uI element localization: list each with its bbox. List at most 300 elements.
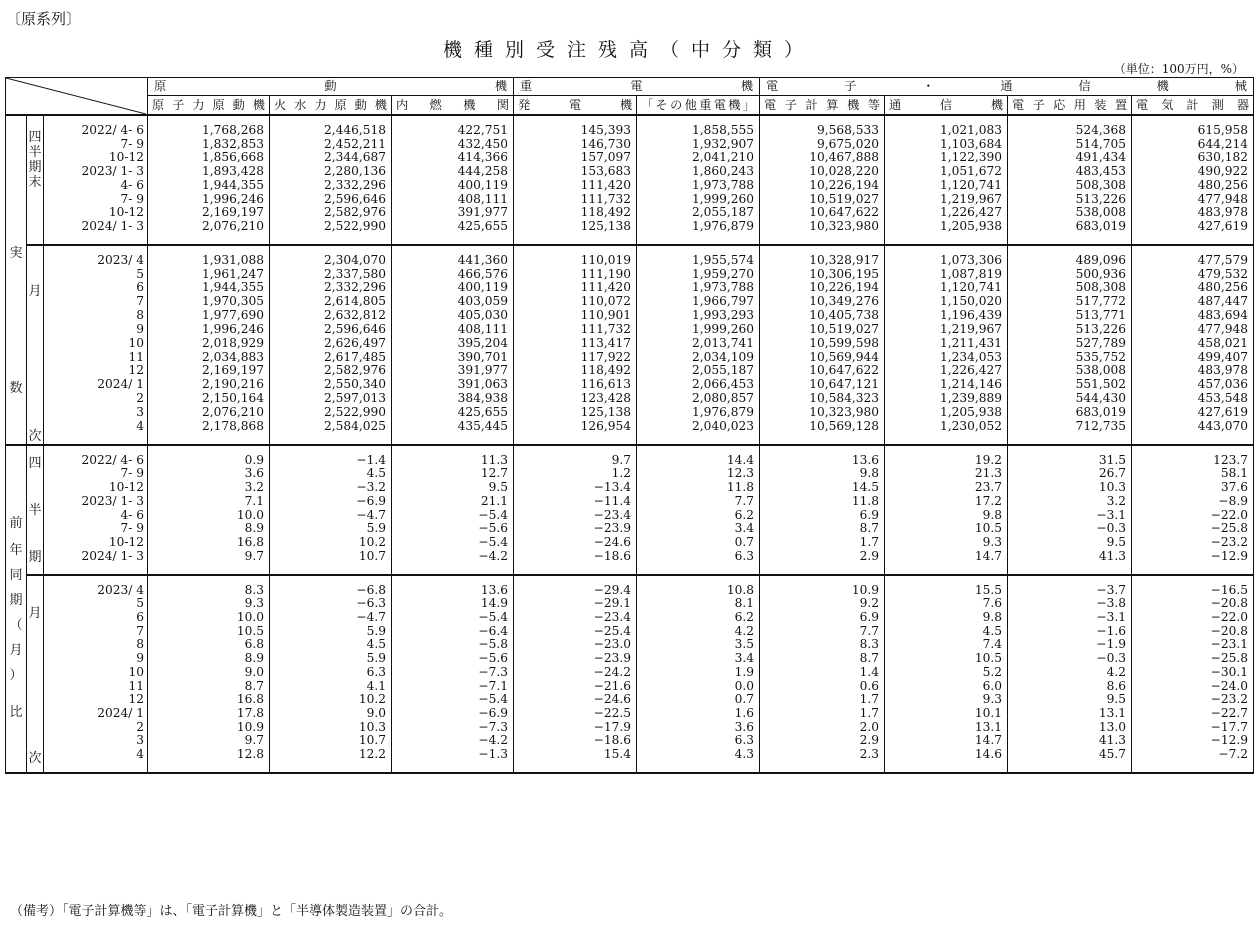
header-group-prime-movers bbox=[148, 78, 514, 96]
value-cell: −4.7 bbox=[270, 509, 392, 523]
table-row bbox=[6, 481, 1254, 495]
period-cell: 8 bbox=[136, 308, 144, 323]
value-cell: 508,308 bbox=[1008, 179, 1132, 193]
value-cell: 2,018,929 bbox=[148, 337, 270, 351]
table-row bbox=[6, 467, 1254, 481]
value-cell: 1,768,268 bbox=[148, 115, 270, 138]
value-cell: 26.7 bbox=[1008, 467, 1132, 481]
value-cell: 6.2 bbox=[637, 509, 760, 523]
value-cell: 425,655 bbox=[392, 220, 514, 245]
value-cell: 6.2 bbox=[637, 611, 760, 625]
value-cell: 0.9 bbox=[148, 445, 270, 468]
value-cell: 432,450 bbox=[392, 138, 514, 152]
value-cell: −13.4 bbox=[514, 481, 637, 495]
value-cell: 6.9 bbox=[760, 509, 885, 523]
value-cell: −25.8 bbox=[1132, 652, 1254, 666]
header-group-char: 子 bbox=[844, 79, 857, 94]
value-cell: 457,036 bbox=[1132, 378, 1254, 392]
period-cell: 2 bbox=[136, 719, 144, 734]
value-cell: 483,453 bbox=[1008, 165, 1132, 179]
value-cell: 2,522,990 bbox=[270, 406, 392, 420]
period-cell: 2022/ 4- 6 bbox=[44, 115, 148, 138]
value-cell: 8.1 bbox=[637, 597, 760, 611]
value-cell: 4.1 bbox=[270, 680, 392, 694]
value-cell: 4.3 bbox=[637, 748, 760, 773]
value-cell: −5.6 bbox=[392, 522, 514, 536]
value-cell: −6.9 bbox=[270, 495, 392, 509]
value-cell: 480,256 bbox=[1132, 281, 1254, 295]
value-cell: 4.5 bbox=[885, 625, 1008, 639]
value-cell: 111,732 bbox=[514, 323, 637, 337]
value-cell: 11.3 bbox=[392, 445, 514, 468]
value-cell: 9.5 bbox=[392, 481, 514, 495]
series-label: 〔原系列〕 bbox=[6, 10, 82, 28]
value-cell: 2,617,485 bbox=[270, 351, 392, 365]
value-cell: 10.7 bbox=[270, 734, 392, 748]
value-cell: 13.6 bbox=[760, 445, 885, 468]
value-cell: 544,430 bbox=[1008, 392, 1132, 406]
value-cell: 479,532 bbox=[1132, 268, 1254, 282]
corner-cell bbox=[6, 78, 148, 116]
table-row bbox=[6, 295, 1254, 309]
value-cell: 425,655 bbox=[392, 406, 514, 420]
value-cell: 1.2 bbox=[514, 467, 637, 481]
page-title: 機種別受注残高（中分類） bbox=[442, 39, 815, 61]
period-cell: 2024/ 1- 3 bbox=[81, 548, 144, 563]
side-label bbox=[6, 246, 26, 396]
table-row bbox=[6, 611, 1254, 625]
value-cell: 1.4 bbox=[760, 666, 885, 680]
value-cell: −23.9 bbox=[514, 522, 637, 536]
period-cell: 4 bbox=[136, 747, 144, 762]
value-cell: 7.4 bbox=[885, 638, 1008, 652]
value-cell: 513,226 bbox=[1008, 193, 1132, 207]
value-cell: 1.9 bbox=[637, 666, 760, 680]
value-cell: 712,735 bbox=[1008, 420, 1132, 445]
value-cell: 5.9 bbox=[270, 625, 392, 639]
side-char: 月 bbox=[9, 642, 23, 658]
value-cell: 1,219,967 bbox=[885, 323, 1008, 337]
value-cell: 8.9 bbox=[148, 522, 270, 536]
value-cell: −23.9 bbox=[514, 652, 637, 666]
period-cell: 2023/ 1- 3 bbox=[81, 493, 144, 508]
side-label bbox=[27, 130, 43, 190]
value-cell: 6.8 bbox=[148, 638, 270, 652]
value-cell: −3.1 bbox=[1008, 611, 1132, 625]
value-cell: 2,337,580 bbox=[270, 268, 392, 282]
period-cell: 6 bbox=[136, 609, 144, 624]
header-group-char: 通 bbox=[1000, 79, 1013, 94]
table-row bbox=[6, 220, 1254, 245]
value-cell: 524,368 bbox=[1008, 115, 1132, 138]
side-char: 比 bbox=[9, 704, 23, 720]
header-group-char: 機 bbox=[740, 79, 754, 94]
value-cell: 16.8 bbox=[148, 536, 270, 550]
period-cell: 4 bbox=[136, 418, 144, 433]
value-cell: 9.3 bbox=[148, 597, 270, 611]
table-row bbox=[6, 165, 1254, 179]
value-cell: 0.0 bbox=[637, 680, 760, 694]
value-cell: 9.7 bbox=[148, 734, 270, 748]
value-cell: 10.5 bbox=[148, 625, 270, 639]
value-cell: −24.0 bbox=[1132, 680, 1254, 694]
value-cell: 123,428 bbox=[514, 392, 637, 406]
value-cell: 153,683 bbox=[514, 165, 637, 179]
value-cell: 477,948 bbox=[1132, 323, 1254, 337]
value-cell: 10.5 bbox=[885, 652, 1008, 666]
value-cell: 6.3 bbox=[270, 666, 392, 680]
value-cell: 2.0 bbox=[760, 721, 885, 735]
value-cell: 10.7 bbox=[270, 550, 392, 575]
table-row bbox=[6, 625, 1254, 639]
value-cell: 0.7 bbox=[637, 536, 760, 550]
value-cell: 453,548 bbox=[1132, 392, 1254, 406]
column-header: 発 電 機 bbox=[514, 96, 637, 115]
table-row bbox=[6, 597, 1254, 611]
value-cell: 489,096 bbox=[1008, 245, 1132, 268]
value-cell: 15.5 bbox=[885, 575, 1008, 598]
value-cell: 1,932,907 bbox=[637, 138, 760, 152]
value-cell: −24.6 bbox=[514, 693, 637, 707]
value-cell: −18.6 bbox=[514, 734, 637, 748]
value-cell: 8.6 bbox=[1008, 680, 1132, 694]
value-cell: 2,150,164 bbox=[148, 392, 270, 406]
period-cell: 2024/ 1- 3 bbox=[81, 219, 144, 234]
value-cell: −1.9 bbox=[1008, 638, 1132, 652]
value-cell: 10.0 bbox=[148, 611, 270, 625]
value-cell: −6.8 bbox=[270, 575, 392, 598]
header-group-electronics-telecom bbox=[760, 78, 1254, 96]
value-cell: −7.1 bbox=[392, 680, 514, 694]
value-cell: 513,226 bbox=[1008, 323, 1132, 337]
value-cell: 2,596,646 bbox=[270, 193, 392, 207]
period-cell: 8 bbox=[136, 637, 144, 652]
value-cell: 3.2 bbox=[1008, 495, 1132, 509]
value-cell: 1,150,020 bbox=[885, 295, 1008, 309]
value-cell: 13.6 bbox=[392, 575, 514, 598]
table-row bbox=[6, 364, 1254, 378]
value-cell: 10,349,276 bbox=[760, 295, 885, 309]
side-label bbox=[27, 456, 43, 565]
value-cell: 1,120,741 bbox=[885, 179, 1008, 193]
value-cell: 422,751 bbox=[392, 115, 514, 138]
side-char: 期 bbox=[28, 549, 42, 565]
value-cell: 2,066,453 bbox=[637, 378, 760, 392]
value-cell: 113,417 bbox=[514, 337, 637, 351]
period-cell: 3 bbox=[136, 404, 144, 419]
table-row bbox=[6, 179, 1254, 193]
table-row bbox=[6, 138, 1254, 152]
value-cell: 3.2 bbox=[148, 481, 270, 495]
value-cell: 491,434 bbox=[1008, 151, 1132, 165]
table-row bbox=[6, 522, 1254, 536]
table-row bbox=[6, 378, 1254, 392]
value-cell: 6.9 bbox=[760, 611, 885, 625]
value-cell: 10.8 bbox=[637, 575, 760, 598]
value-cell: 615,958 bbox=[1132, 115, 1254, 138]
period-cell: 10-12 bbox=[108, 205, 144, 220]
side-char: 期 bbox=[28, 160, 42, 175]
value-cell: 477,948 bbox=[1132, 193, 1254, 207]
side-char: 月 bbox=[28, 283, 42, 299]
value-cell: 1,226,427 bbox=[885, 364, 1008, 378]
value-cell: 9.3 bbox=[885, 536, 1008, 550]
value-cell: 2,280,136 bbox=[270, 165, 392, 179]
value-cell: 2,550,340 bbox=[270, 378, 392, 392]
value-cell: 10.3 bbox=[270, 721, 392, 735]
value-cell: 8.3 bbox=[760, 638, 885, 652]
value-cell: −20.8 bbox=[1132, 597, 1254, 611]
value-cell: 1,214,146 bbox=[885, 378, 1008, 392]
value-cell: 441,360 bbox=[392, 245, 514, 268]
value-cell: 110,019 bbox=[514, 245, 637, 268]
value-cell: −29.4 bbox=[514, 575, 637, 598]
value-cell: 10,519,027 bbox=[760, 193, 885, 207]
value-cell: 21.3 bbox=[885, 467, 1008, 481]
value-cell: 111,420 bbox=[514, 281, 637, 295]
value-cell: 487,447 bbox=[1132, 295, 1254, 309]
period-cell: 10-12 bbox=[108, 535, 144, 550]
value-cell: 6.0 bbox=[885, 680, 1008, 694]
value-cell: 443,070 bbox=[1132, 420, 1254, 445]
value-cell: 10,519,027 bbox=[760, 323, 885, 337]
value-cell: 10,323,980 bbox=[760, 220, 885, 245]
value-cell: 41.3 bbox=[1008, 550, 1132, 575]
value-cell: 683,019 bbox=[1008, 220, 1132, 245]
value-cell: 500,936 bbox=[1008, 268, 1132, 282]
value-cell: 10,328,917 bbox=[760, 245, 885, 268]
value-cell: 110,072 bbox=[514, 295, 637, 309]
value-cell: 1,976,879 bbox=[637, 220, 760, 245]
value-cell: 13.0 bbox=[1008, 721, 1132, 735]
header-group-char: 機 bbox=[1156, 79, 1169, 94]
value-cell: 1.7 bbox=[760, 693, 885, 707]
value-cell: −4.7 bbox=[270, 611, 392, 625]
value-cell: 2,190,216 bbox=[148, 378, 270, 392]
order-backlog-table bbox=[5, 77, 1254, 774]
value-cell: 2,332,296 bbox=[270, 281, 392, 295]
table-row bbox=[6, 680, 1254, 694]
value-cell: 0.7 bbox=[637, 693, 760, 707]
period-cell: 6 bbox=[136, 280, 144, 295]
value-cell: 8.7 bbox=[148, 680, 270, 694]
value-cell: 1,996,246 bbox=[148, 193, 270, 207]
value-cell: 10,569,944 bbox=[760, 351, 885, 365]
value-cell: 3.4 bbox=[637, 522, 760, 536]
side-char: 同 bbox=[9, 567, 23, 583]
value-cell: 513,771 bbox=[1008, 309, 1132, 323]
value-cell: 2.9 bbox=[760, 734, 885, 748]
value-cell: 1,196,439 bbox=[885, 309, 1008, 323]
value-cell: 1,944,355 bbox=[148, 179, 270, 193]
inner-side-cell bbox=[27, 245, 44, 445]
value-cell: −30.1 bbox=[1132, 666, 1254, 680]
value-cell: −12.9 bbox=[1132, 550, 1254, 575]
value-cell: 400,119 bbox=[392, 179, 514, 193]
value-cell: 1,103,684 bbox=[885, 138, 1008, 152]
period-cell: 3 bbox=[136, 733, 144, 748]
value-cell: 1,999,260 bbox=[637, 323, 760, 337]
value-cell: 9.5 bbox=[1008, 693, 1132, 707]
value-cell: 483,978 bbox=[1132, 364, 1254, 378]
table-row bbox=[6, 406, 1254, 420]
value-cell: −3.1 bbox=[1008, 509, 1132, 523]
value-cell: 1,122,390 bbox=[885, 151, 1008, 165]
value-cell: 1,973,788 bbox=[637, 281, 760, 295]
value-cell: 1,931,088 bbox=[148, 245, 270, 268]
value-cell: 2,446,518 bbox=[270, 115, 392, 138]
value-cell: 12.3 bbox=[637, 467, 760, 481]
unit-label: （単位：100万円，%） bbox=[1113, 62, 1244, 76]
value-cell: 14.6 bbox=[885, 748, 1008, 773]
value-cell: −22.5 bbox=[514, 707, 637, 721]
value-cell: 117,922 bbox=[514, 351, 637, 365]
value-cell: 10,599,598 bbox=[760, 337, 885, 351]
value-cell: 551,502 bbox=[1008, 378, 1132, 392]
value-cell: 3.6 bbox=[148, 467, 270, 481]
value-cell: 1,959,270 bbox=[637, 268, 760, 282]
side-char: 数 bbox=[9, 381, 23, 396]
value-cell: 408,111 bbox=[392, 323, 514, 337]
period-cell: 9 bbox=[136, 321, 144, 336]
value-cell: 1,205,938 bbox=[885, 406, 1008, 420]
period-cell: 2022/ 4- 6 bbox=[44, 445, 148, 468]
value-cell: 630,182 bbox=[1132, 151, 1254, 165]
period-cell: 11 bbox=[128, 678, 144, 693]
value-cell: 31.5 bbox=[1008, 445, 1132, 468]
header-group-char: ・ bbox=[922, 79, 935, 94]
value-cell: −4.2 bbox=[392, 550, 514, 575]
value-cell: 111,420 bbox=[514, 179, 637, 193]
value-cell: 157,097 bbox=[514, 151, 637, 165]
period-cell: 5 bbox=[136, 266, 144, 281]
table-row bbox=[6, 392, 1254, 406]
value-cell: 1,944,355 bbox=[148, 281, 270, 295]
value-cell: 10.0 bbox=[148, 509, 270, 523]
table-row bbox=[6, 268, 1254, 282]
value-cell: 9.8 bbox=[885, 509, 1008, 523]
value-cell: 10.3 bbox=[1008, 481, 1132, 495]
value-cell: 9.5 bbox=[1008, 536, 1132, 550]
table-row bbox=[6, 115, 1254, 138]
value-cell: 2,041,210 bbox=[637, 151, 760, 165]
side-char: （ bbox=[9, 617, 23, 633]
value-cell: 1,234,053 bbox=[885, 351, 1008, 365]
value-cell: 8.7 bbox=[760, 522, 885, 536]
value-cell: 23.7 bbox=[885, 481, 1008, 495]
value-cell: −5.8 bbox=[392, 638, 514, 652]
value-cell: 1,226,427 bbox=[885, 206, 1008, 220]
table-row bbox=[6, 337, 1254, 351]
value-cell: −23.2 bbox=[1132, 536, 1254, 550]
value-cell: 1,087,819 bbox=[885, 268, 1008, 282]
value-cell: 1,977,690 bbox=[148, 309, 270, 323]
value-cell: 10,647,622 bbox=[760, 206, 885, 220]
value-cell: 10,405,738 bbox=[760, 309, 885, 323]
value-cell: 2,076,210 bbox=[148, 406, 270, 420]
column-header: 通 信 機 bbox=[885, 96, 1008, 115]
value-cell: 7.7 bbox=[760, 625, 885, 639]
value-cell: −25.4 bbox=[514, 625, 637, 639]
value-cell: 6.3 bbox=[637, 550, 760, 575]
value-cell: 10.2 bbox=[270, 536, 392, 550]
value-cell: 9.3 bbox=[885, 693, 1008, 707]
value-cell: 118,492 bbox=[514, 206, 637, 220]
table-row bbox=[6, 734, 1254, 748]
value-cell: 435,445 bbox=[392, 420, 514, 445]
table-row bbox=[6, 351, 1254, 365]
value-cell: −17.9 bbox=[514, 721, 637, 735]
value-cell: 403,059 bbox=[392, 295, 514, 309]
value-cell: 7.7 bbox=[637, 495, 760, 509]
value-cell: −25.8 bbox=[1132, 522, 1254, 536]
value-cell: 1,073,306 bbox=[885, 245, 1008, 268]
value-cell: 5.2 bbox=[885, 666, 1008, 680]
value-cell: 10,569,128 bbox=[760, 420, 885, 445]
footnote: （備考）「電子計算機等」は、「電子計算機」と「半導体製造装置」の合計。 bbox=[10, 904, 453, 919]
value-cell: 1,955,574 bbox=[637, 245, 760, 268]
inner-side-cell bbox=[27, 115, 44, 245]
value-cell: 444,258 bbox=[392, 165, 514, 179]
period-cell: 10 bbox=[128, 664, 144, 679]
value-cell: 116,613 bbox=[514, 378, 637, 392]
value-cell: 408,111 bbox=[392, 193, 514, 207]
value-cell: 10.9 bbox=[148, 721, 270, 735]
value-cell: 12.8 bbox=[148, 748, 270, 773]
value-cell: 483,978 bbox=[1132, 206, 1254, 220]
table-row bbox=[6, 536, 1254, 550]
value-cell: 10.5 bbox=[885, 522, 1008, 536]
value-cell: 466,576 bbox=[392, 268, 514, 282]
value-cell: 644,214 bbox=[1132, 138, 1254, 152]
period-cell: 2024/ 1 bbox=[97, 377, 144, 392]
value-cell: 2,178,868 bbox=[148, 420, 270, 445]
value-cell: −1.6 bbox=[1008, 625, 1132, 639]
value-cell: 2,034,109 bbox=[637, 351, 760, 365]
period-cell: 10 bbox=[128, 335, 144, 350]
side-char: 半 bbox=[28, 502, 42, 518]
side-char: 半 bbox=[28, 145, 42, 160]
side-label bbox=[6, 516, 26, 720]
value-cell: 2,614,805 bbox=[270, 295, 392, 309]
value-cell: 483,694 bbox=[1132, 309, 1254, 323]
value-cell: −1.4 bbox=[270, 445, 392, 468]
value-cell: 0.6 bbox=[760, 680, 885, 694]
value-cell: 508,308 bbox=[1008, 281, 1132, 295]
value-cell: 4.2 bbox=[637, 625, 760, 639]
side-char: 前 bbox=[9, 515, 23, 531]
value-cell: 9.7 bbox=[148, 550, 270, 575]
table-row bbox=[6, 638, 1254, 652]
value-cell: 391,977 bbox=[392, 206, 514, 220]
value-cell: −17.7 bbox=[1132, 721, 1254, 735]
column-header: 内 燃 機 関 bbox=[392, 96, 514, 115]
value-cell: 2,582,976 bbox=[270, 364, 392, 378]
value-cell: 2,076,210 bbox=[148, 220, 270, 245]
value-cell: 2,169,197 bbox=[148, 206, 270, 220]
value-cell: 2.3 bbox=[760, 748, 885, 773]
value-cell: 1,832,853 bbox=[148, 138, 270, 152]
value-cell: 1,239,889 bbox=[885, 392, 1008, 406]
column-header: 「その他重電機」 bbox=[637, 96, 760, 115]
period-cell: 7- 9 bbox=[120, 136, 144, 151]
value-cell: 480,256 bbox=[1132, 179, 1254, 193]
value-cell: 1,856,668 bbox=[148, 151, 270, 165]
value-cell: 3.5 bbox=[637, 638, 760, 652]
value-cell: 1,973,788 bbox=[637, 179, 760, 193]
side-char: 年 bbox=[9, 542, 23, 558]
table-row bbox=[6, 445, 1254, 468]
